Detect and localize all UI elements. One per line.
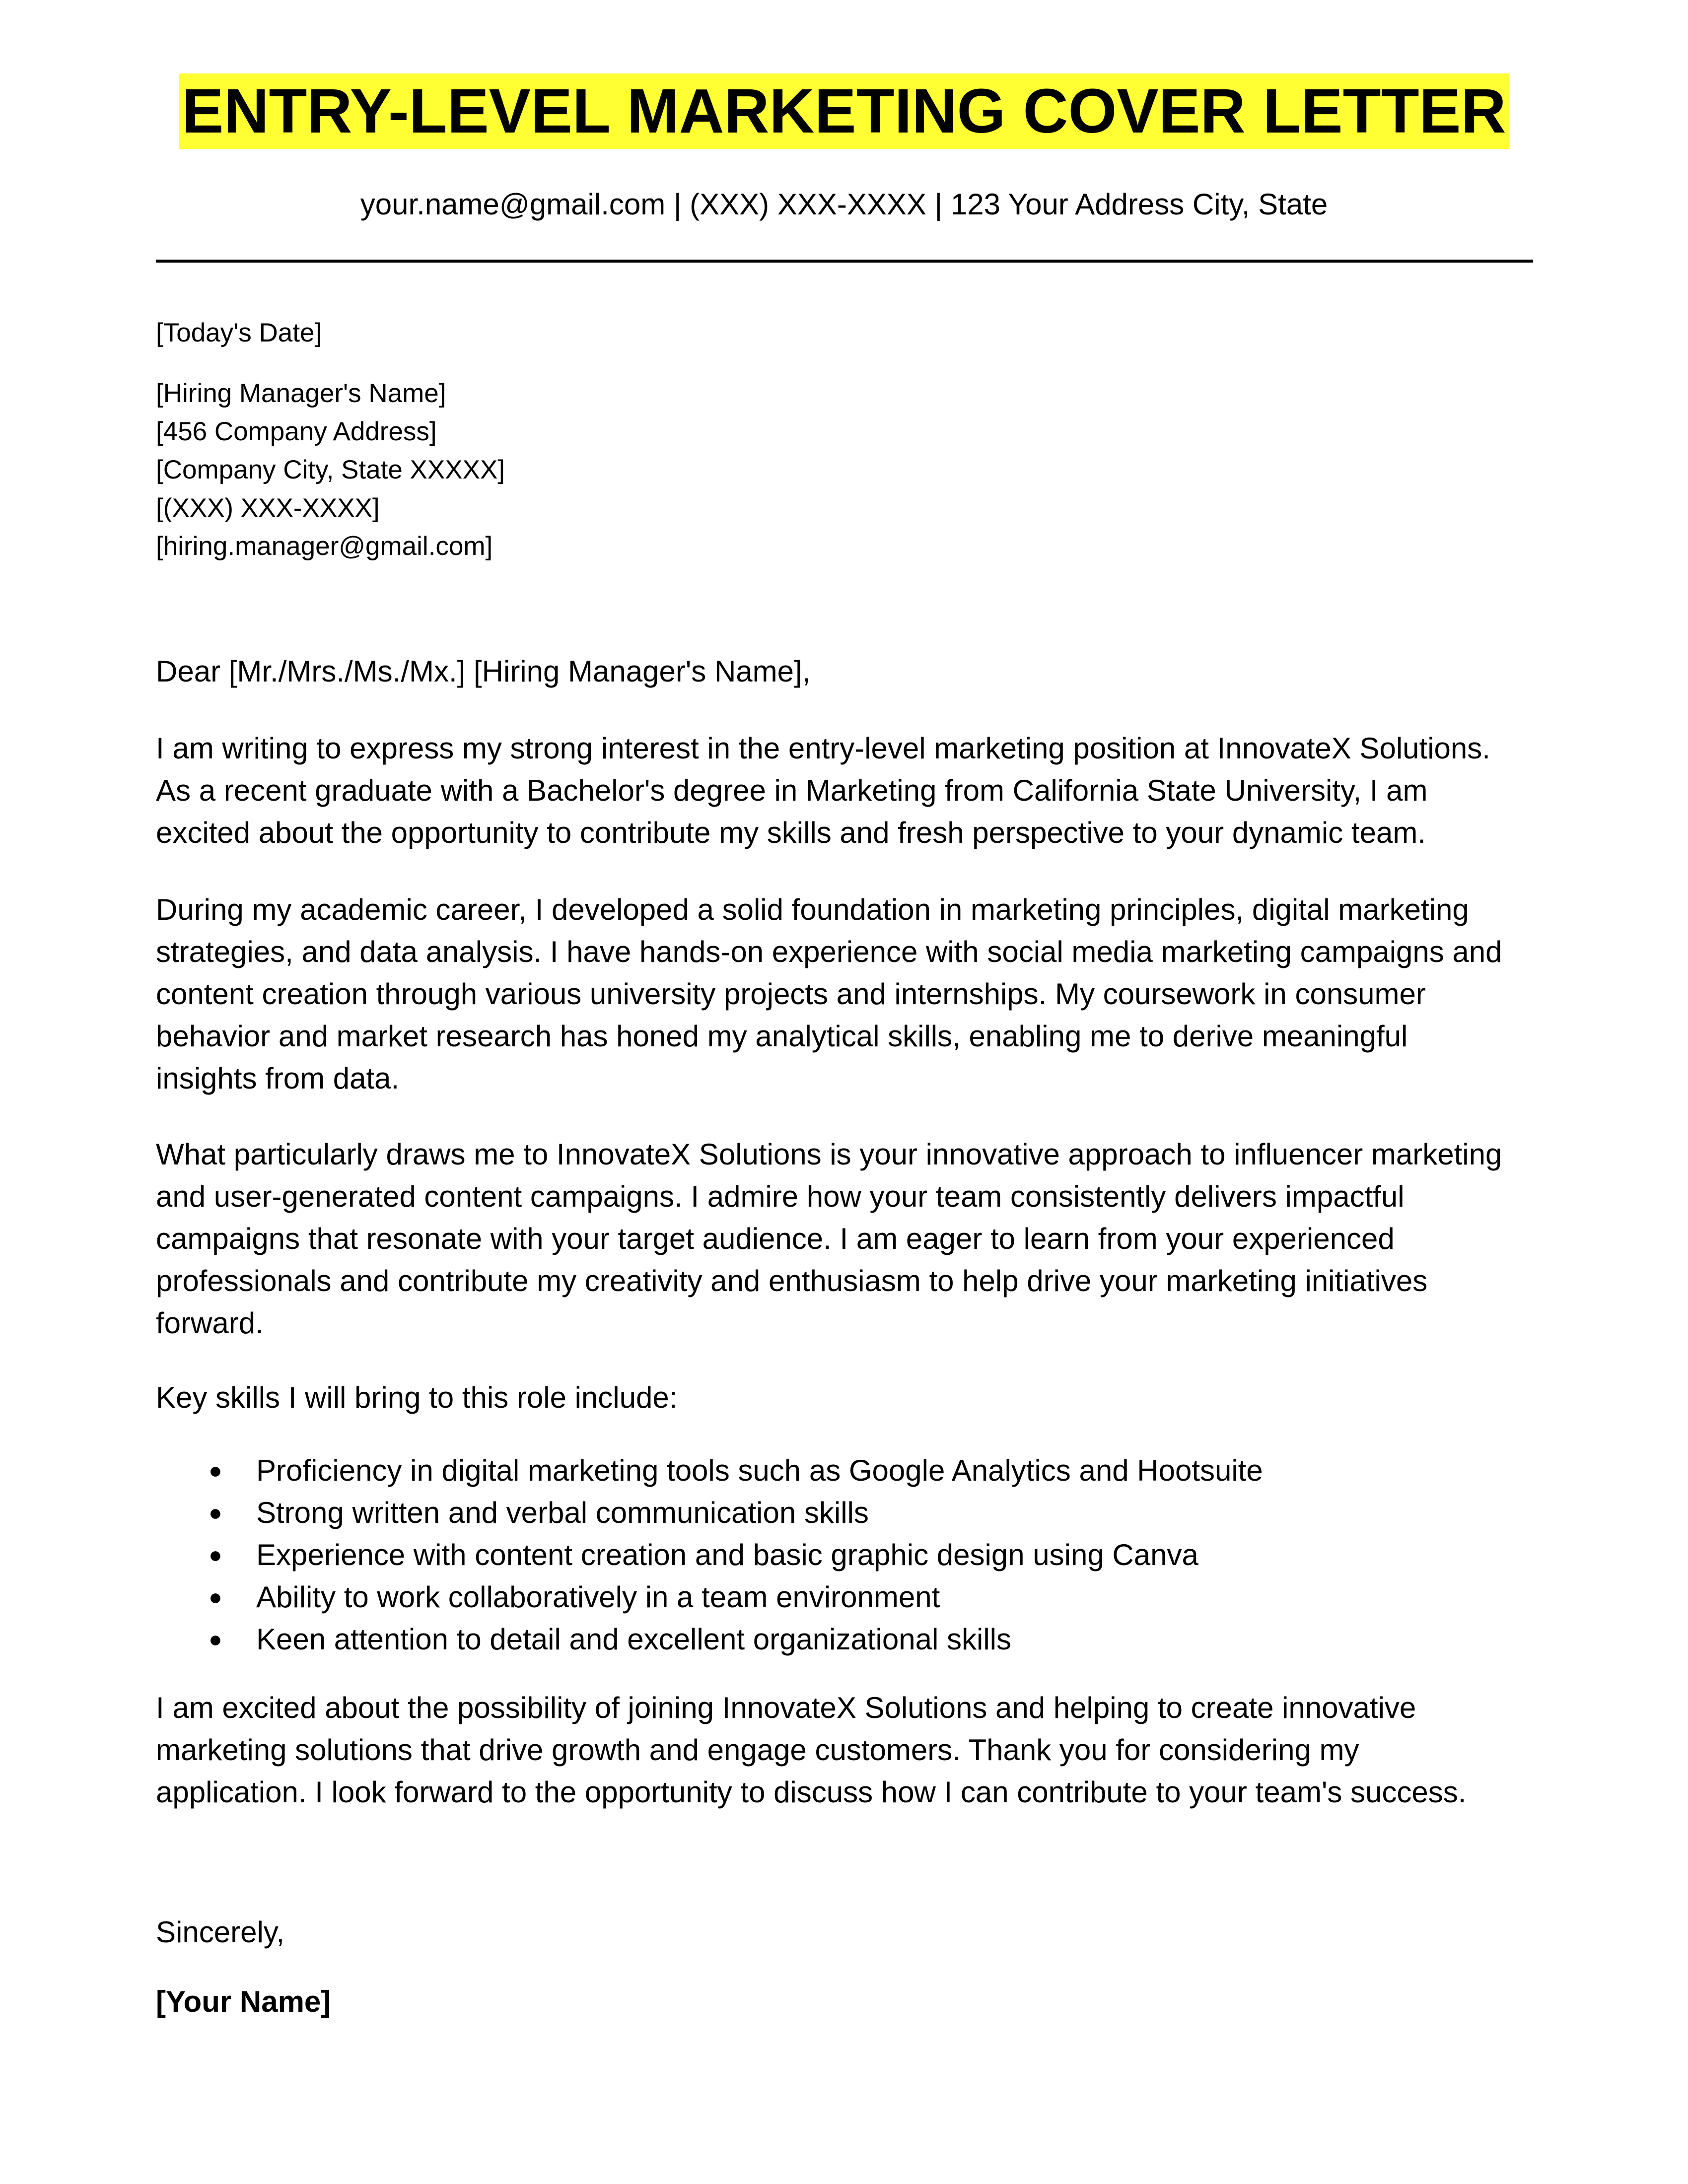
paragraph-line: forward. — [156, 1306, 264, 1340]
paragraph-line: marketing solutions that drive growth and engage customers. Thank you for considering my — [156, 1733, 1359, 1767]
skills-list — [156, 1449, 1546, 1660]
recipient-email: [hiring.manager@gmail.com] — [156, 532, 493, 561]
paragraph-line: content creation through various university projects and internships. My coursework in consumer — [156, 977, 1426, 1011]
sign-off-line: Sincerely, — [156, 1915, 284, 1949]
paragraph-line: strategies, and data analysis. I have hands-on experience with social media marketing campaigns and — [156, 935, 1502, 968]
bullet-icon: ● — [209, 1542, 222, 1568]
list-item — [156, 1618, 1546, 1660]
skill-text: Strong written and verbal communication skills — [256, 1496, 869, 1529]
greeting — [156, 650, 1546, 692]
recipient-city: [Company City, State XXXXX] — [156, 455, 505, 484]
recipient-address: [456 Company Address] — [156, 417, 437, 446]
paragraph-2 — [156, 888, 1546, 1099]
skill-text: Experience with content creation and basic graphic design using Canva — [256, 1538, 1198, 1571]
paragraph-line: I am writing to express my strong interest in the entry-level marketing position at InnovateX Solutions. — [156, 732, 1490, 765]
paragraph-line: During my academic career, I developed a solid foundation in marketing principles, digital marketing — [156, 893, 1469, 926]
list-item — [156, 1576, 1546, 1618]
paragraph-line: application. I look forward to the opportunity to discuss how I can contribute to your team's success. — [156, 1775, 1467, 1809]
greeting-line: Dear [Mr./Mrs./Ms./Mx.] [Hiring Manager's Name], — [156, 655, 811, 688]
paragraph-line: What particularly draws me to InnovateX Solutions is your innovative approach to influencer marketing — [156, 1138, 1502, 1171]
letter-date: [Today's Date] — [156, 318, 322, 347]
paragraph-1 — [156, 727, 1546, 854]
paragraph-line: I am excited about the possibility of joining InnovateX Solutions and helping to create innovative — [156, 1691, 1416, 1724]
skills-intro-line: Key skills I will bring to this role include: — [156, 1381, 678, 1414]
bullet-icon: ● — [209, 1584, 222, 1610]
paragraph-line: campaigns that resonate with your target audience. I am eager to learn from your experienced — [156, 1222, 1395, 1255]
paragraph-line: and user-generated content campaigns. I admire how your team consistently delivers impactful — [156, 1180, 1405, 1213]
paragraph-line: As a recent graduate with a Bachelor's degree in Marketing from California State University, I am — [156, 774, 1428, 807]
list-item — [156, 1534, 1546, 1576]
paragraph-line: behavior and market research has honed my analytical skills, enabling me to derive meaningful — [156, 1020, 1408, 1053]
page-title: ENTRY-LEVEL MARKETING COVER LETTER — [179, 73, 1509, 149]
sign-off — [156, 1911, 1546, 1953]
bullet-icon: ● — [209, 1500, 222, 1525]
skill-text: Proficiency in digital marketing tools such as Google Analytics and Hootsuite — [256, 1454, 1263, 1487]
signature-block — [156, 1980, 1546, 2023]
skill-text: Keen attention to detail and excellent organizational skills — [256, 1623, 1011, 1656]
contact-info: your.name@gmail.com | (XXX) XXX-XXXX | 123 Your Address City, State — [360, 188, 1328, 221]
header-divider — [156, 260, 1533, 263]
paragraph-line: professionals and contribute my creativity and enthusiasm to help drive your marketing initiatives — [156, 1264, 1428, 1297]
recipient-phone: [(XXX) XXX-XXXX] — [156, 493, 380, 523]
bullet-icon: ● — [209, 1457, 222, 1483]
paragraph-line: insights from data. — [156, 1062, 400, 1095]
signature: [Your Name] — [156, 1985, 331, 2018]
closing-paragraph — [156, 1687, 1546, 1813]
paragraph-line: excited about the opportunity to contribute my skills and fresh perspective to your dynamic team. — [156, 816, 1426, 849]
list-item — [156, 1492, 1546, 1534]
bullet-icon: ● — [209, 1626, 222, 1652]
recipient-name: [Hiring Manager's Name] — [156, 379, 446, 408]
list-item — [156, 1449, 1546, 1492]
skills-intro — [156, 1376, 1546, 1419]
title-container — [0, 73, 1688, 149]
paragraph-3 — [156, 1133, 1546, 1344]
skill-text: Ability to work collaboratively in a team environment — [256, 1580, 940, 1614]
